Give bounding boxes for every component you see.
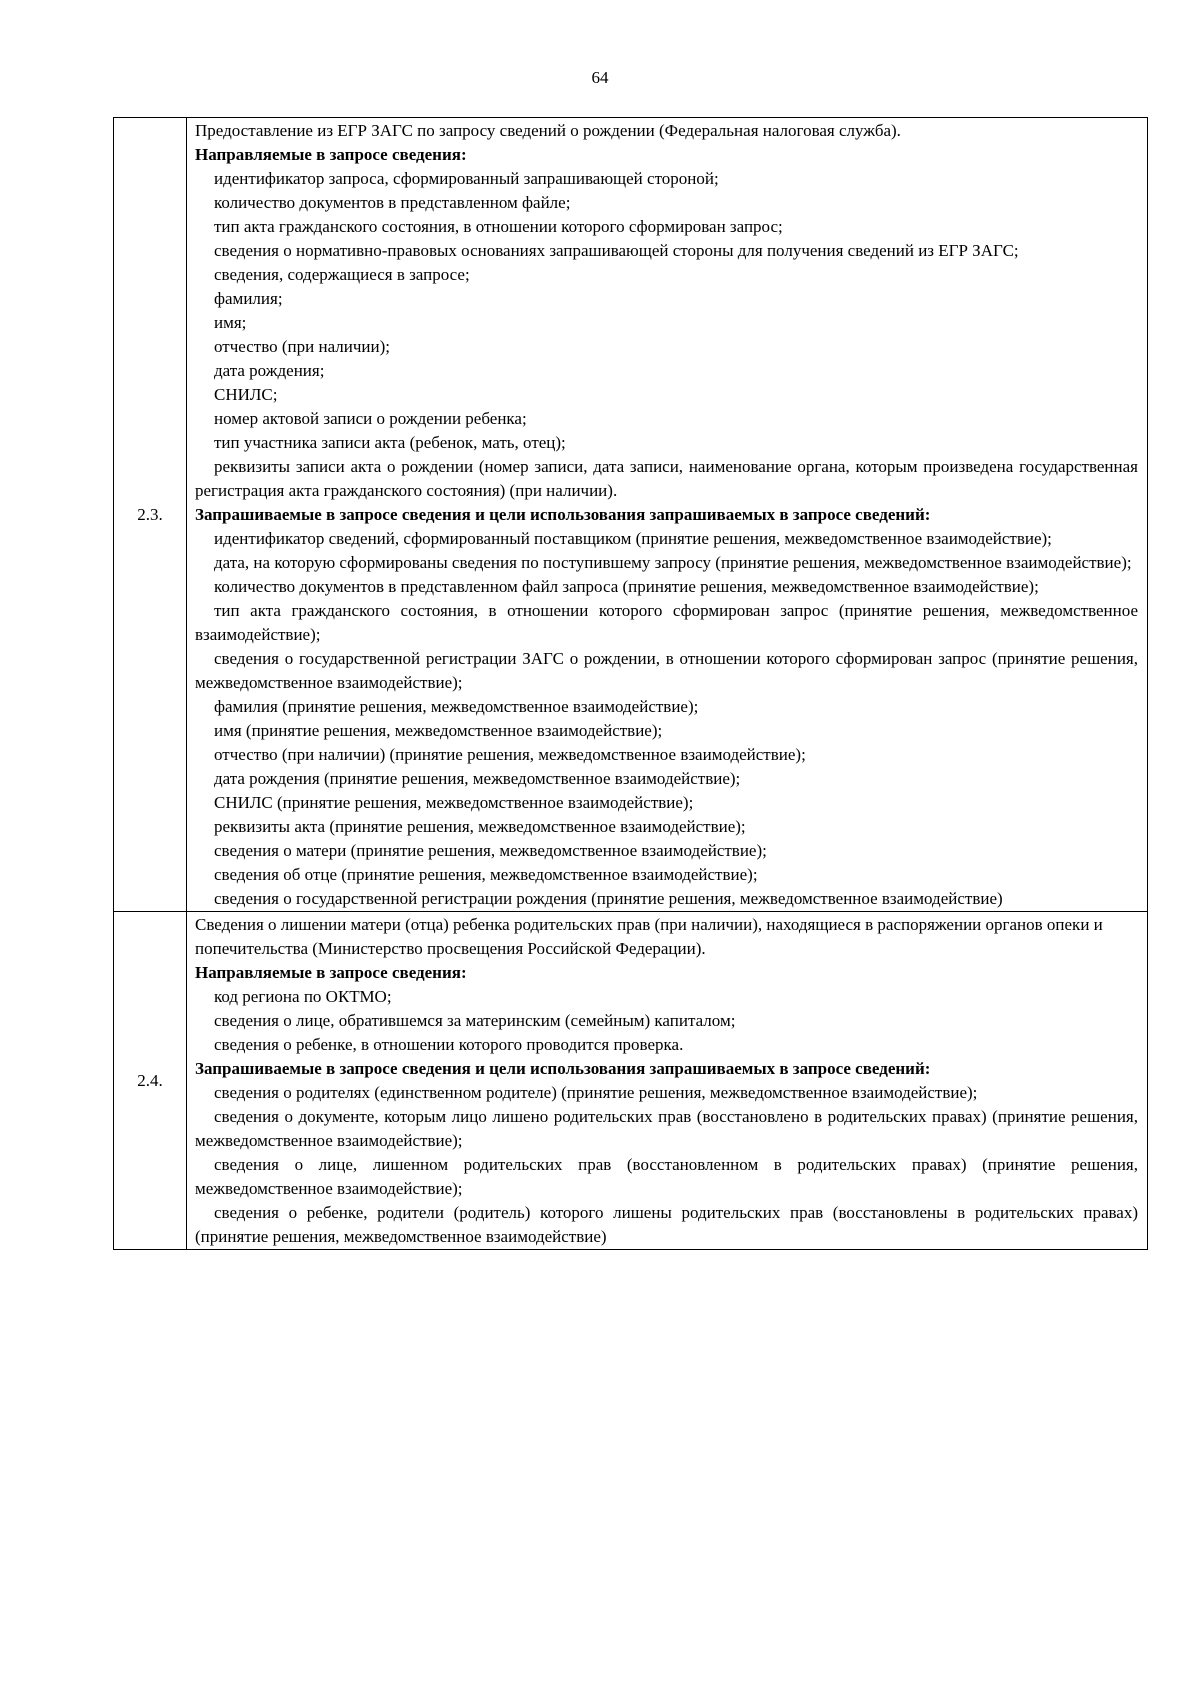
- section-heading: Запрашиваемые в запросе сведения и цели использования запрашиваемых в запросе сведений:: [195, 505, 931, 524]
- list-item: сведения о государственной регистрации ЗАГС о рождении, в отношении которого сформирован запрос (принятие решения, межведомственное взаимодействие);: [195, 649, 1138, 692]
- list-item: тип участника записи акта (ребенок, мать, отец);: [214, 433, 566, 452]
- section-heading: Запрашиваемые в запросе сведения и цели использования запрашиваемых в запросе сведений:: [195, 1059, 931, 1078]
- list-item: тип акта гражданского состояния, в отношении которого сформирован запрос;: [214, 217, 783, 236]
- list-item: отчество (при наличии);: [214, 337, 390, 356]
- list-item: СНИЛС (принятие решения, межведомственное взаимодействие);: [214, 793, 694, 812]
- list-item: сведения о государственной регистрации рождения (принятие решения, межведомственное взаимодействие): [214, 889, 1003, 908]
- list-item: сведения об отце (принятие решения, межведомственное взаимодействие);: [214, 865, 758, 884]
- list-item: сведения о лице, обратившемся за материнским (семейным) капиталом;: [214, 1011, 736, 1030]
- section-heading: Направляемые в запросе сведения:: [195, 145, 467, 164]
- list-item: фамилия (принятие решения, межведомственное взаимодействие);: [214, 697, 699, 716]
- list-item: идентификатор сведений, сформированный поставщиком (принятие решения, межведомственное взаимодействие);: [214, 529, 1052, 548]
- list-item: сведения о ребенке, родители (родитель) которого лишены родительских прав (восстановлены в родительских правах) (принятие решения, межведомственное взаимодействие): [195, 1203, 1138, 1246]
- list-item: сведения о документе, которым лицо лишено родительских прав (восстановлено в родительских правах) (принятие решения, межведомственное взаимодействие);: [195, 1107, 1138, 1150]
- row-content: [187, 118, 1148, 912]
- list-item: количество документов в представленном файле;: [214, 193, 571, 212]
- section-heading: Направляемые в запросе сведения:: [195, 963, 467, 982]
- table-row: [114, 118, 1148, 912]
- table-body: [114, 118, 1148, 1250]
- list-item: сведения о лице, лишенном родительских прав (восстановленном в родительских правах) (принятие решения, межведомственное взаимодействие);: [195, 1155, 1138, 1198]
- table-row: [114, 912, 1148, 1250]
- list-item: реквизиты акта (принятие решения, межведомственное взаимодействие);: [214, 817, 746, 836]
- list-item: количество документов в представленном файл запроса (принятие решения, межведомственное взаимодействие);: [214, 577, 1039, 596]
- list-item: сведения, содержащиеся в запросе;: [214, 265, 470, 284]
- row-number: 2.4.: [114, 912, 187, 1250]
- row-title: Сведения о лишении матери (отца) ребенка родительских прав (при наличии), находящиеся в распоряжении органов опеки и попечительства (Министерство просвещения Российской Федерации).: [195, 915, 1103, 958]
- list-item: идентификатор запроса, сформированный запрашивающей стороной;: [214, 169, 719, 188]
- list-item: реквизиты записи акта о рождении (номер записи, дата записи, наименование органа, которым произведена государственная регистрация акта гражданского состояния) (при наличии).: [195, 457, 1138, 500]
- row-number: 2.3.: [114, 118, 187, 912]
- row-title: Предоставление из ЕГР ЗАГС по запросу сведений о рождении (Федеральная налоговая служба).: [195, 121, 901, 140]
- list-item: СНИЛС;: [214, 385, 278, 404]
- list-item: имя;: [214, 313, 247, 332]
- requirements-table: [113, 117, 1148, 1250]
- list-item: сведения о ребенке, в отношении которого проводится проверка.: [214, 1035, 684, 1054]
- list-item: номер актовой записи о рождении ребенка;: [214, 409, 527, 428]
- list-item: дата, на которую сформированы сведения по поступившему запросу (принятие решения, межведомственное взаимодействие);: [214, 553, 1132, 572]
- row-content: [187, 912, 1148, 1250]
- list-item: отчество (при наличии) (принятие решения, межведомственное взаимодействие);: [214, 745, 806, 764]
- list-item: сведения о матери (принятие решения, межведомственное взаимодействие);: [214, 841, 767, 860]
- list-item: фамилия;: [214, 289, 283, 308]
- list-item: дата рождения;: [214, 361, 325, 380]
- list-item: дата рождения (принятие решения, межведомственное взаимодействие);: [214, 769, 741, 788]
- list-item: тип акта гражданского состояния, в отношении которого сформирован запрос (принятие решения, межведомственное взаимодействие);: [195, 601, 1138, 644]
- list-item: сведения о родителях (единственном родителе) (принятие решения, межведомственное взаимодействие);: [214, 1083, 978, 1102]
- list-item: сведения о нормативно-правовых основаниях запрашивающей стороны для получения сведений из ЕГР ЗАГС;: [214, 241, 1019, 260]
- list-item: имя (принятие решения, межведомственное взаимодействие);: [214, 721, 663, 740]
- page-number: 64: [591, 68, 609, 87]
- list-item: код региона по ОКТМО;: [214, 987, 392, 1006]
